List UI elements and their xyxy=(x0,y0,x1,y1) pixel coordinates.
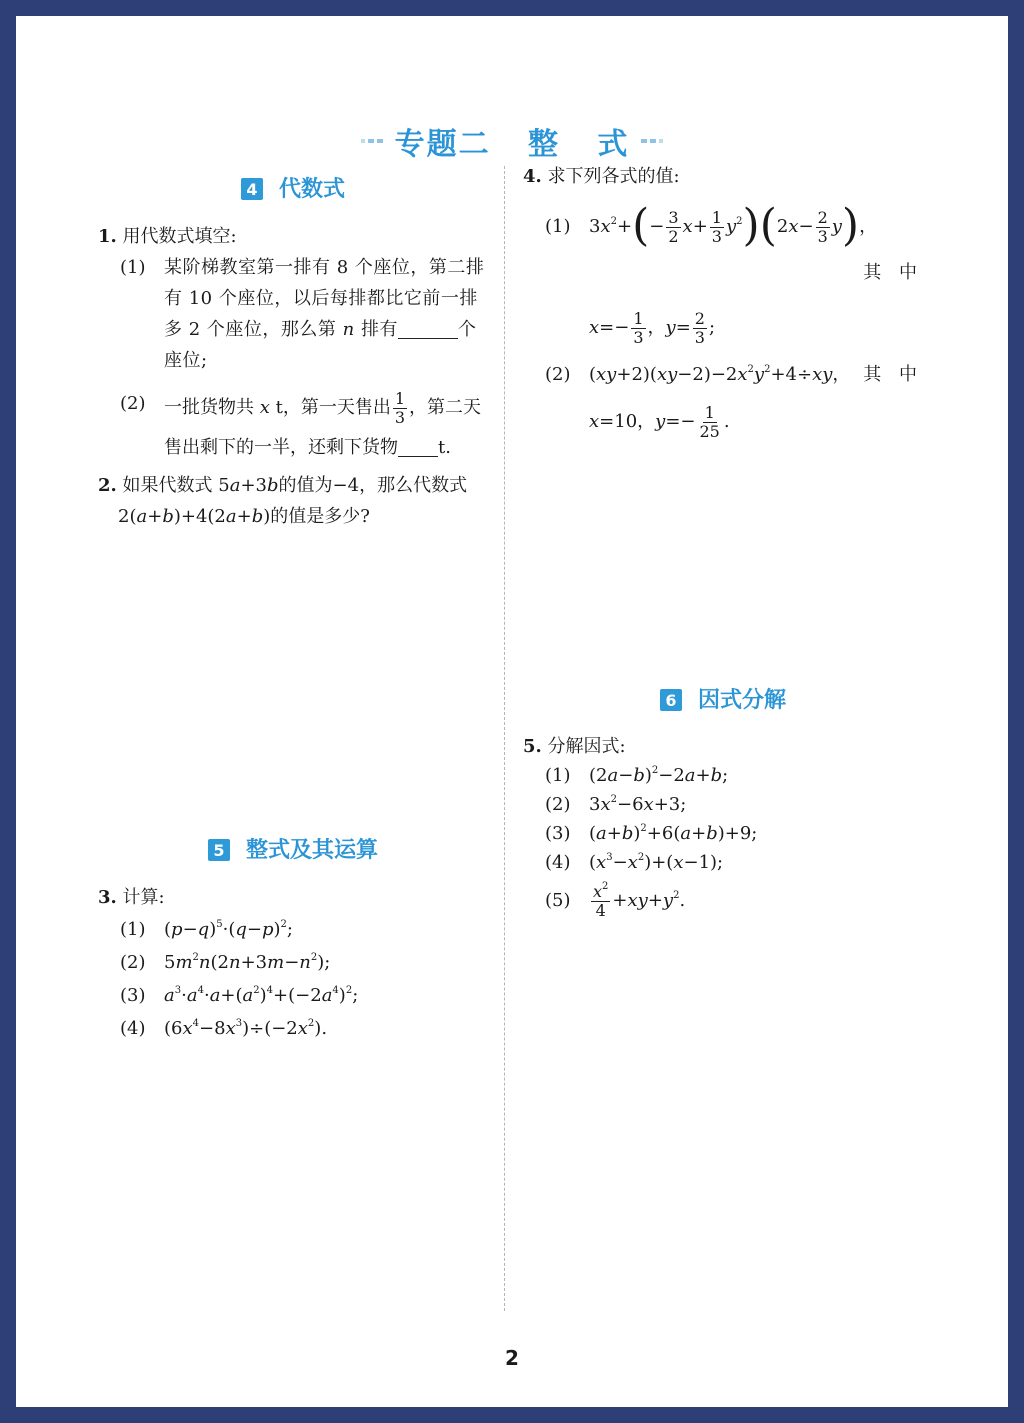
part-text: 某阶梯教室第一排有 8 个座位，第二排有 10 个座位，以后每排都比它前一排多 2 个座位，那么第 xyxy=(164,257,485,340)
part-label: (2) xyxy=(120,393,146,414)
section-6-number: 6 xyxy=(660,689,682,711)
problem-5-part-5: (5) $\frac{x^2}{4}$ $+xy+y^2$. xyxy=(545,880,686,920)
title-deco-left-icon xyxy=(361,139,383,143)
problem-5-part-2: (2) $3x^2-6x+3$; xyxy=(545,794,687,815)
problem-1-part-1 xyxy=(98,252,488,376)
section-4-title: 代数式 xyxy=(278,176,345,202)
fraction: $\frac{x^2}{4}$ xyxy=(593,880,609,920)
fraction: $\frac{1}{3}$ xyxy=(633,308,644,347)
problem-4-part-2: (2) $(xy+2)(xy-2)-2x^2y^2+4\div xy$， 其 中 xyxy=(523,360,923,390)
section-5-heading xyxy=(98,832,488,868)
section-6-title: 因式分解 xyxy=(697,687,786,713)
part-text: 个座位; xyxy=(164,319,477,371)
problem-5-part-4: (4) $(x^3-x^2)+(x-1)$; xyxy=(545,852,724,873)
fraction: $\frac{3}{2}$ xyxy=(668,207,679,246)
title-deco-right-icon xyxy=(641,139,663,143)
problem-3-part-1: (1) $(p-q)^5\cdot(q-p)^2$; xyxy=(120,919,293,940)
expression: 2(a+b)+4(2a+b) xyxy=(118,506,271,527)
part-text: 一批货物共 xyxy=(164,397,254,418)
variable-x: x xyxy=(259,397,270,418)
problem-5-stem: 分解因式: xyxy=(547,736,626,757)
problem-4-part-1: (1) $3x^2+(-$ $\frac{3}{2}$ x+ $\frac{1}{3}$ $y^2)(2x-$ $\frac{2}{3}$ y)， 其 中 xyxy=(523,204,923,296)
fraction: $\frac{2}{3}$ xyxy=(694,308,705,347)
part-label: (1) xyxy=(120,257,146,278)
part-text: t. xyxy=(438,437,451,458)
where-label: 其 中 xyxy=(863,262,923,283)
part-text: 排有 xyxy=(360,319,398,340)
part-text: t，第一天售出 xyxy=(275,397,391,418)
problem-3-part-4: (4) $(6x^4-8x^3)\div(-2x^2)$. xyxy=(120,1018,328,1039)
problem-4-number: 4. xyxy=(523,166,542,187)
problem-5-part-1: (1) $(2a-b)^2-2a+b$; xyxy=(545,765,729,786)
section-5-number: 5 xyxy=(208,839,230,861)
answer-blank[interactable] xyxy=(398,320,458,339)
answer-blank[interactable] xyxy=(398,438,438,457)
page xyxy=(16,16,1008,1407)
problem-3-stem: 计算: xyxy=(122,887,165,908)
problem-4-stem: 求下列各式的值: xyxy=(547,166,680,187)
fraction: $\frac{1}{3}$ xyxy=(711,207,722,246)
problem-3 xyxy=(98,882,488,1045)
section-5-title: 整式及其运算 xyxy=(245,837,378,863)
part-text: ，第二天售出剩下的一半，还剩下货物 xyxy=(164,397,482,458)
problem-4 xyxy=(523,161,923,454)
problem-5-number: 5. xyxy=(523,736,542,757)
right-column xyxy=(523,161,923,925)
problem-1-part-2 xyxy=(98,388,488,468)
fraction: $\frac{1}{25}$ xyxy=(699,402,720,441)
section-4-number: 4 xyxy=(241,178,263,200)
page-title-row xyxy=(16,116,1008,166)
problem-2-number: 2. xyxy=(98,475,117,496)
problem-1-stem: 用代数式填空: xyxy=(122,226,237,247)
left-column xyxy=(98,161,488,1045)
problem-5 xyxy=(523,732,923,925)
where-label: 其 中 xyxy=(863,364,923,385)
fraction: $\frac{1}{3}$ xyxy=(394,388,406,427)
variable-n: n xyxy=(342,319,355,340)
problem-3-part-2: (2) $5m^2n(2n+3m-n^2)$; xyxy=(120,952,331,973)
page-title: 专题二 整 式 xyxy=(394,127,630,162)
problem-1-number: 1. xyxy=(98,226,117,247)
problem-4-part-2-values: x=10，y=− $\frac{1}{25}$ . xyxy=(589,402,730,441)
section-6-heading xyxy=(523,682,923,718)
page-number: 2 xyxy=(505,1346,519,1370)
problem-5-part-3: (3) $(a+b)^2+6(a+b)+9$; xyxy=(545,823,758,844)
problem-3-part-3: (3) $a^3\cdot a^4\cdot a+(a^2)^4+(-2a^4)^2$; xyxy=(120,985,359,1006)
problem-1 xyxy=(98,221,488,468)
problem-3-number: 3. xyxy=(98,887,117,908)
problem-4-part-1-values: x=− $\frac{1}{3}$ ，y= $\frac{2}{3}$ ; xyxy=(589,308,716,347)
column-divider xyxy=(504,166,505,1311)
problem-2: 2. 如果代数式 5a+3b的值为−4，那么代数式 2(a+b)+4(2a+b)的值是多少? xyxy=(98,475,468,527)
section-4-heading xyxy=(98,171,488,207)
fraction: $\frac{2}{3}$ xyxy=(817,207,828,246)
